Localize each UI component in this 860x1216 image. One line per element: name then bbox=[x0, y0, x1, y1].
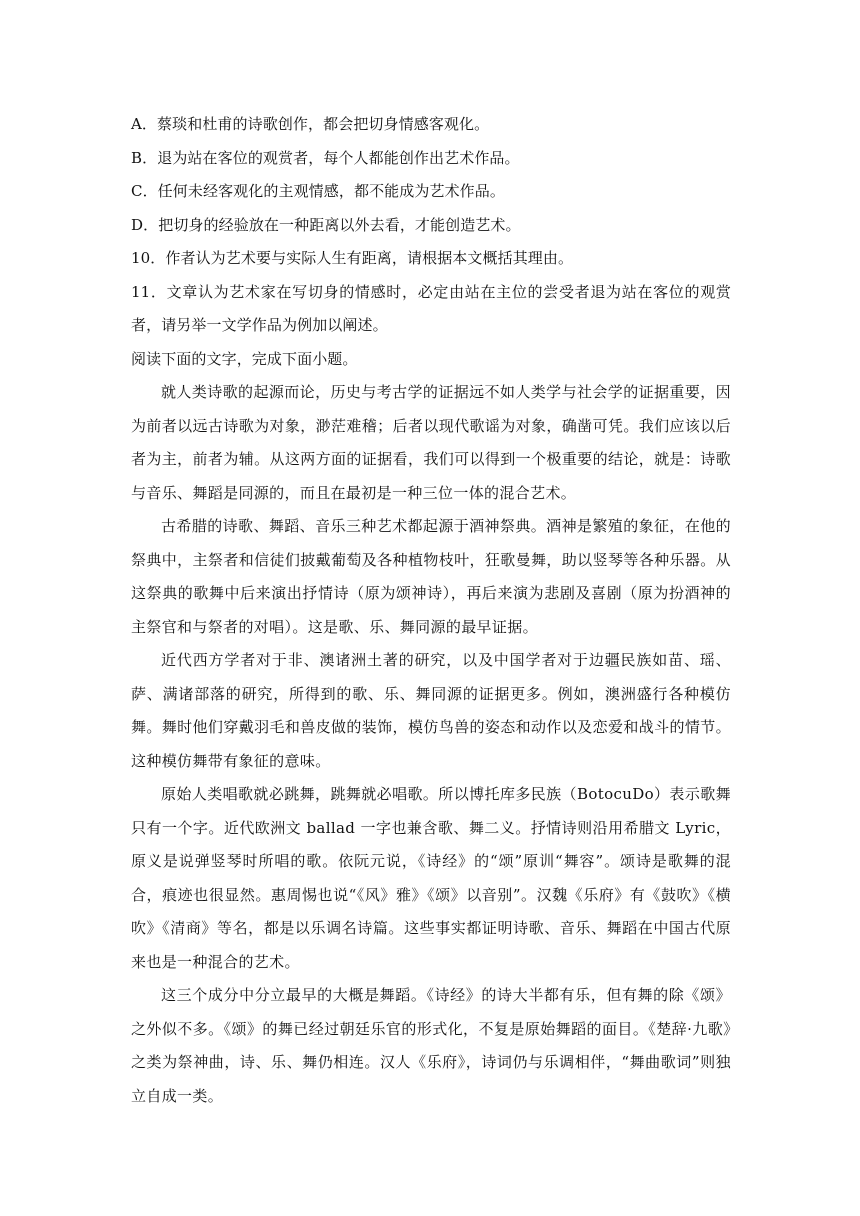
page-content bbox=[131, 108, 731, 1113]
passage-paragraph: 这三个成分中分立最早的大概是舞蹈。《诗经》的诗大半都有乐，但有舞的除《颂》之外似不多。《颂》的舞已经过朝廷乐官的形式化，不复是原始舞蹈的面目。《楚辞·九歌》之类为祭神曲，诗、乐、舞仍相连。汉人《乐府》，诗词仍与乐调相伴，“舞曲歌词”则独立自成一类。 bbox=[131, 986, 731, 1105]
passage-paragraph: 就人类诗歌的起源而论，历史与考古学的证据远不如人类学与社会学的证据重要，因为前者以远古诗歌为对象，渺茫难稽；后者以现代歌谣为对象，确凿可凭。我们应该以后者为主，前者为辅。从这两方面的证据看，我们可以得到一个极重要的结论，就是：诗歌与音乐、舞蹈是同源的，而且在最初是一种三位一体的混合艺术。 bbox=[131, 383, 731, 502]
option-d: D．把切身的经验放在一种距离以外去看，才能创造艺术。 bbox=[131, 215, 521, 234]
option-c: C．任何未经客观化的主观情感，都不能成为艺术作品。 bbox=[131, 182, 505, 200]
passage-paragraph: 近代西方学者对于非、澳诸洲土著的研究，以及中国学者对于边疆民族如苗、瑶、萨、满诸部落的研究，所得到的歌、乐、舞同源的证据更多。例如，澳洲盛行各种模仿舞。舞时他们穿戴羽毛和兽皮做的装饰，模仿鸟兽的姿态和动作以及恋爱和战斗的情节。这种模仿舞带有象征的意味。 bbox=[131, 651, 731, 770]
option-b: B．退为站在客位的观赏者，每个人都能创作出艺术作品。 bbox=[131, 148, 520, 167]
option-a: A．蔡琰和杜甫的诗歌创作，都会把切身情感客观化。 bbox=[131, 115, 490, 133]
passage-paragraph: 原始人类唱歌就必跳舞，跳舞就必唱歌。所以博托库多民族（BotocuDo）表示歌舞只有一个字。近代欧洲文 ballad 一字也兼含歌、舞二义。抒情诗则沿用希腊文 Lyric，原义是说弹竖琴时所唱的歌。依阮元说，《诗经》的“颂”原训“舞容”。颂诗是歌舞的混合，痕迹也很显然。惠周惕也说“《风》雅》《颂》以音别”。汉魏《乐府》有《鼓吹》《横吹》《清商》等名，都是以乐调名诗篇。这些事实都证明诗歌、音乐、舞蹈在中国古代原来也是一种混合的艺术。 bbox=[131, 785, 731, 971]
reading-instruction: 阅读下面的文字，完成下面小题。 bbox=[131, 349, 358, 368]
question-11: 11．文章认为艺术家在写切身的情感时，必定由站在主位的尝受者退为站在客位的观赏者，请另举一文学作品为例加以阐述。 bbox=[131, 282, 731, 334]
passage-paragraph: 古希腊的诗歌、舞蹈、音乐三种艺术都起源于酒神祭典。酒神是繁殖的象征，在他的祭典中，主祭者和信徒们披戴葡萄及各种植物枝叶，狂歌曼舞，助以竖琴等各种乐器。从这祭典的歌舞中后来演出抒情诗（原为颂神诗），再后来演为悲剧及喜剧（原为扮酒神的主祭官和与祭者的对唱）。这是歌、乐、舞同源的最早证据。 bbox=[131, 517, 731, 636]
question-10: 10．作者认为艺术要与实际人生有距离，请根据本文概括其理由。 bbox=[131, 249, 574, 267]
